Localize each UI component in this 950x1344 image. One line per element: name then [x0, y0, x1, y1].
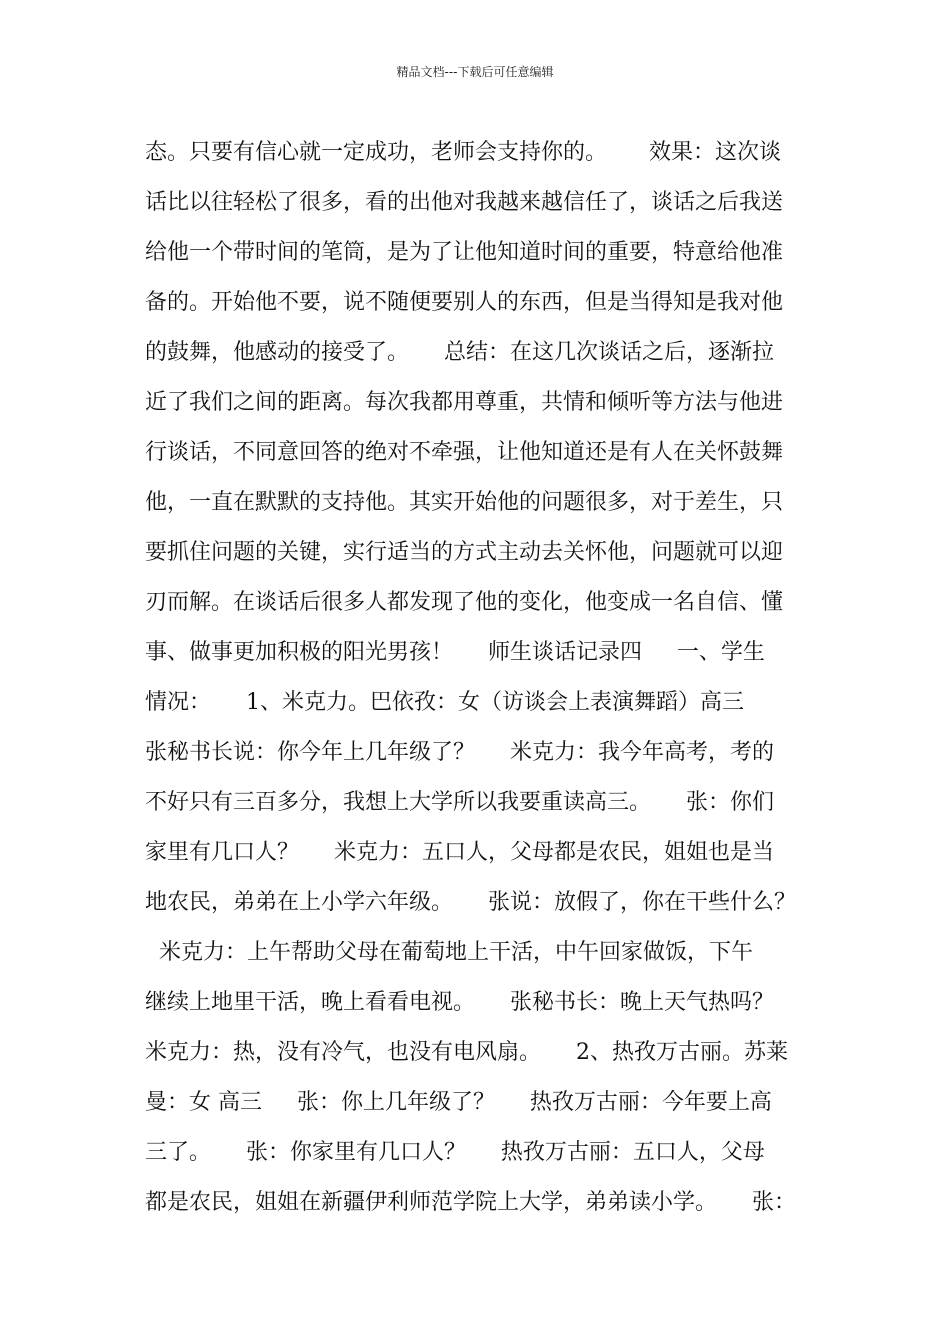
page-header: 精品文档---下载后可任意编辑: [396, 65, 554, 79]
text-line: 给他一个带时间的笔筒，是为了让他知道时间的重要，特意给他准: [145, 240, 784, 265]
text-line: 不好只有三百多分，我想上大学所以我要重读高三。 张：你们: [145, 790, 774, 815]
text-line: 地农民，弟弟在上小学六年级。 张说：放假了，你在干些什么？: [145, 890, 796, 915]
text-line: 继续上地里干活，晚上看看电视。 张秘书长：晚上天气热吗？: [145, 990, 774, 1015]
text-line: 要抓住问题的关键，实行适当的方式主动去关怀他，问题就可以迎: [145, 540, 784, 565]
text-line: 张秘书长说：你今年上几年级了？ 米克力：我今年高考，考的: [145, 740, 774, 765]
text-line: 他，一直在默默的支持他。其实开始他的问题很多，对于差生，只: [145, 490, 784, 515]
text-line: 米克力：上午帮助父母在葡萄地上干活，中午回家做饭，下午: [145, 940, 753, 965]
text-line: 的鼓舞，他感动的接受了。 总结：在这几次谈话之后，逐渐拉: [145, 340, 774, 365]
text-line: 行谈话，不同意回答的绝对不牵强，让他知道还是有人在关怀鼓舞: [145, 440, 784, 465]
text-line: 事、做事更加积极的阳光男孩！ 师生谈话记录四 一、学生: [145, 640, 765, 665]
text-line: 态。只要有信心就一定成功，老师会支持你的。 效果：这次谈: [145, 140, 781, 165]
text-line: 话比以往轻松了很多，看的出他对我越来越信任了，谈话之后我送: [145, 190, 784, 215]
text-line: 米克力：热，没有冷气，也没有电风扇。 2、热孜万古丽。苏莱: [145, 1040, 788, 1065]
text-line: 备的。开始他不要，说不随便要别人的东西，但是当得知是我对他: [145, 290, 784, 315]
text-line: 刃而解。在谈话后很多人都发现了他的变化，他变成一名自信、懂: [145, 590, 784, 615]
text-line: 曼：女 高三 张：你上几年级了？ 热孜万古丽：今年要上高: [145, 1090, 772, 1115]
text-line: 家里有几口人？ 米克力：五口人，父母都是农民，姐姐也是当: [145, 840, 774, 865]
text-line: 都是农民，姐姐在新疆伊利师范学院上大学，弟弟读小学。 张：: [145, 1190, 796, 1215]
text-line: 近了我们之间的距离。每次我都用尊重，共情和倾听等方法与他进: [145, 390, 784, 415]
document-body: [145, 128, 825, 1228]
text-line: 三了。 张：你家里有几口人？ 热孜万古丽：五口人，父母: [145, 1140, 765, 1165]
text-line: 情况： 1、米克力。巴依孜：女（访谈会上表演舞蹈）高三: [145, 690, 744, 715]
